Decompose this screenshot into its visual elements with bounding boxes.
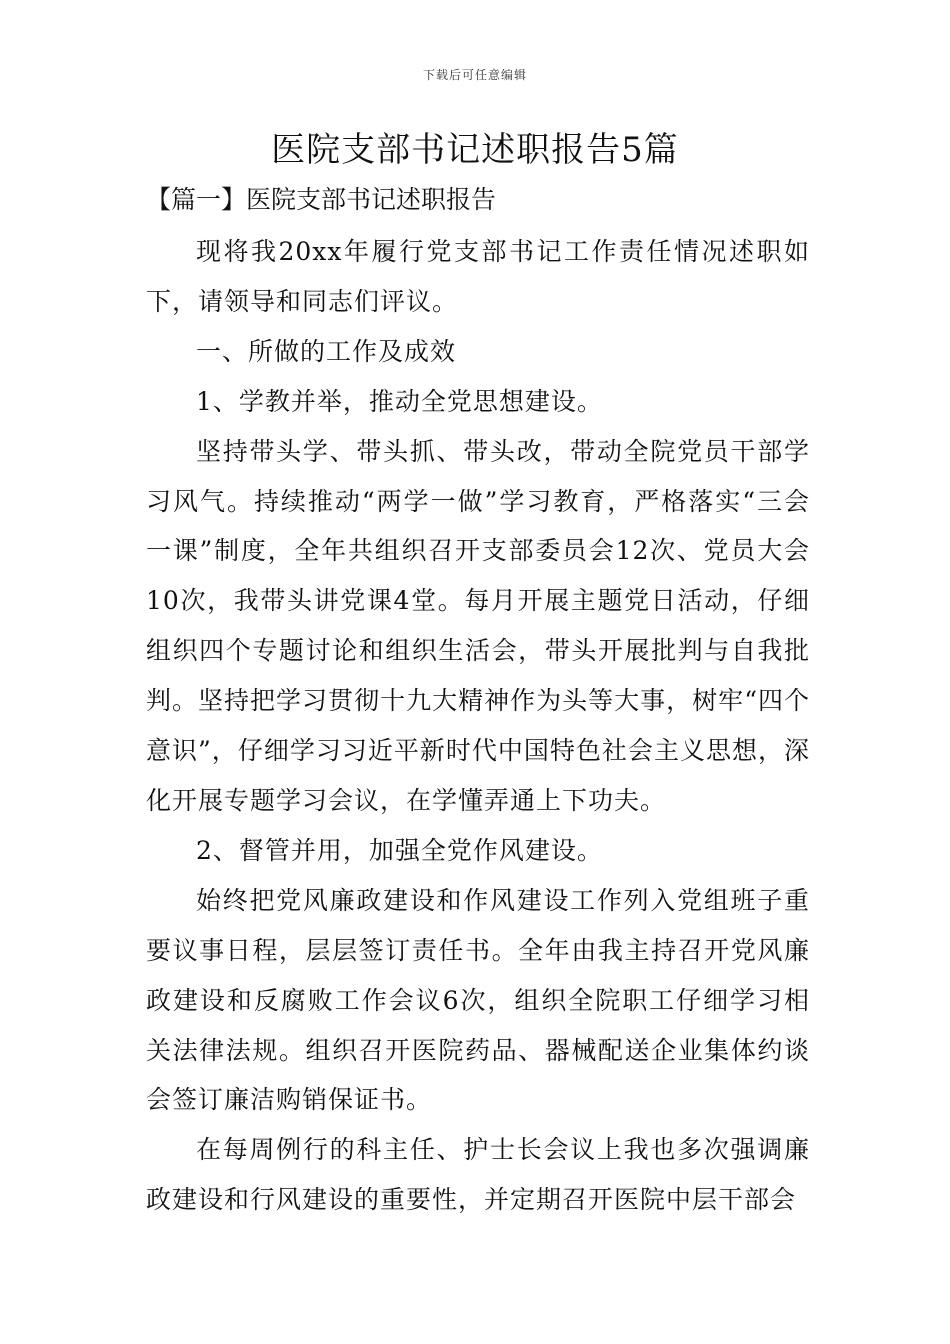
paragraph-heading-achievements: 一、所做的工作及成效	[196, 336, 457, 366]
paragraph-integrity-details: 始终把党风廉政建设和作风建设工作列入党组班子重要议事日程，层层签订责任书。全年由我主持召开党风廉政建设和反腐败工作会议6次，组织全院职工仔细学习相关法律法规。组织召开医院药品、器械配送企业集体约谈会签订廉洁购销保证书。	[146, 885, 810, 1115]
paragraph-intro: 现将我20xx年履行党支部书记工作责任情况述职如下，请领导和同志们评议。	[146, 237, 810, 316]
document-title: 医院支部书记述职报告5篇	[271, 130, 679, 170]
header-note: 下载后可任意编辑	[422, 68, 527, 82]
paragraph-subheading-2: 2、督管并用，加强全党作风建设。	[196, 835, 603, 865]
paragraph-study-details: 坚持带头学、带头抓、带头改，带动全院党员干部学习风气。持续推动“两学一做”学习教育，严格落实“三会一课”制度，全年共组织召开支部委员会12次、党员大会10次，我带头讲党课4堂。每月开展主题党日活动，仔细组织四个专题讨论和组织生活会，带头开展批判与自我批判。坚持把学习贯彻十九大精神作为头等大事，树牢“四个意识”，仔细学习习近平新时代中国特色社会主义思想，深化开展专题学习会议，在学懂弄通上下功夫。	[146, 436, 810, 815]
paragraph-subheading-1: 1、学教并举，推动全党思想建设。	[196, 386, 603, 416]
section-heading: 【篇一】医院支部书记述职报告	[146, 185, 497, 214]
paragraph-weekly-meetings: 在每周例行的科主任、护士长会议上我也多次强调廉政建设和行风建设的重要性，并定期召开医院中层干部会	[146, 1135, 810, 1215]
document-body	[146, 227, 810, 1225]
